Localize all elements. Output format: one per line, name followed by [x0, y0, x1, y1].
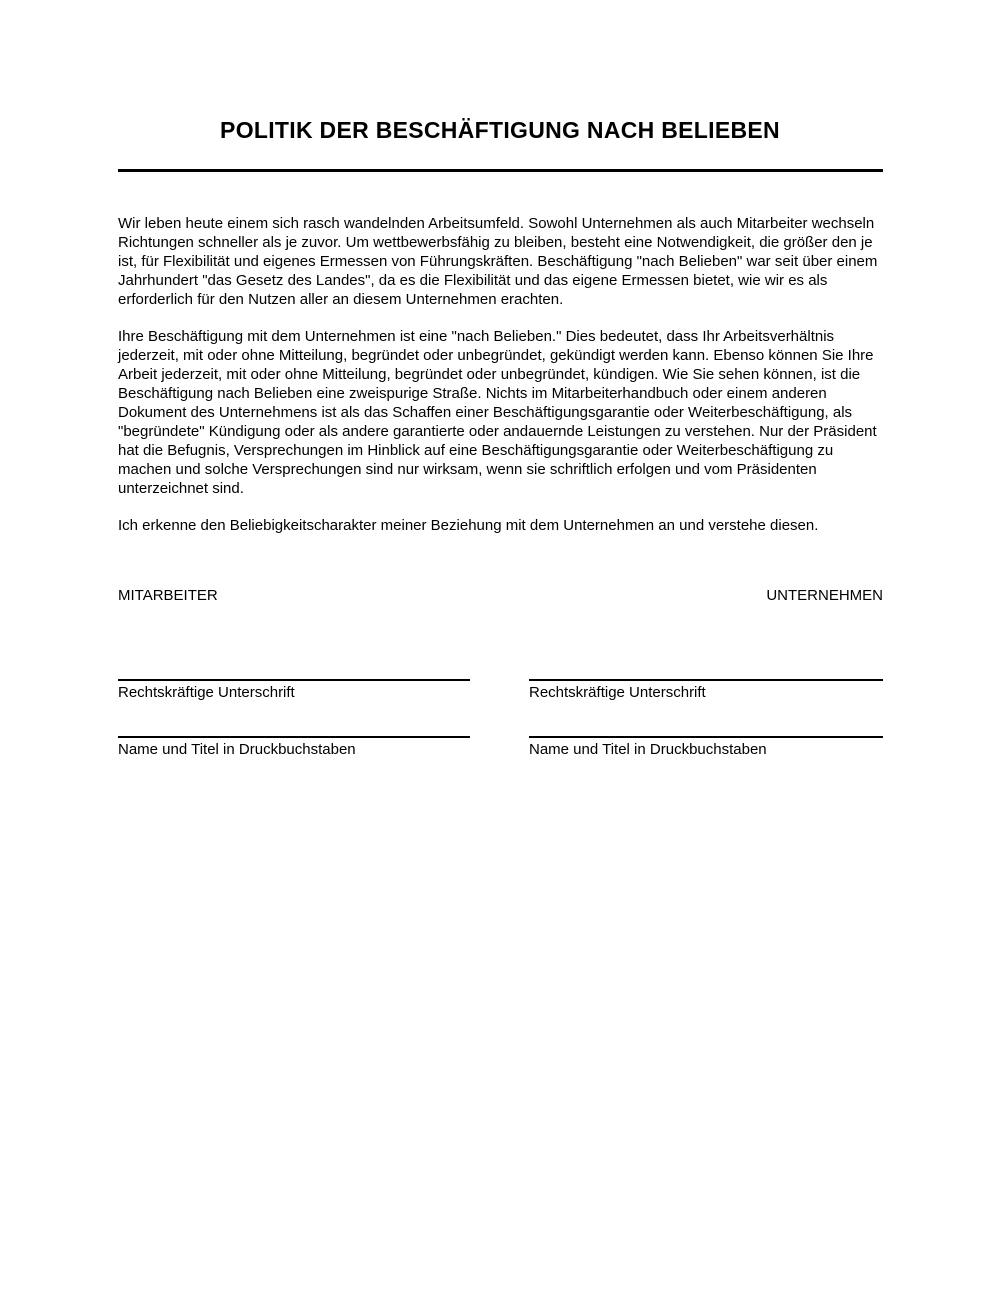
employee-name-line-label: Name und Titel in Druckbuchstaben: [118, 741, 356, 758]
employee-signature-line-label: Rechtskräftige Unterschrift: [118, 684, 295, 701]
signature-block: [118, 679, 883, 759]
policy-paragraph-2: Ihre Beschäftigung mit dem Unternehmen ist eine "nach Belieben." Dies bedeutet, dass Ihr Arbeitsverhältnis jederzeit, mit oder ohne Mitteilung, begründet oder unbegründet, gekündigt werden kann. Ebenso können Sie Ihre Arbeit jederzeit, mit oder ohne Mitteilung, begründet oder unbegründet, kündigen. Wie Sie sehen können, ist die Beschäftigung nach Belieben eine zweispurige Straße. Nichts im Mitarbeiterhandbuch oder einem anderen Dokument des Unternehmens ist als das Schaffen einer Beschäftigungsgarantie oder Weiterbeschäftigung, als "begründete" Kündigung oder als andere garantierte oder andauernde Leistungen zu verstehen. Nur der Präsident hat die Befugnis, Versprechungen im Hinblick auf eine Beschäftigungsgarantie oder Weiterbeschäftigung zu machen und solche Versprechungen sind nur wirksam, wenn sie schriftlich erfolgen und vom Präsidenten unterzeichnet sind.: [118, 328, 877, 497]
spacer: [529, 702, 883, 736]
policy-paragraph-1: Wir leben heute einem sich rasch wandelnden Arbeitsumfeld. Sowohl Unternehmen als auch Mitarbeiter wechseln Richtungen schneller als je zuvor. Um wettbewerbsfähig zu bleiben, besteht eine Notwendigkeit, die größer den je ist, für Flexibilität und eigenes Ermessen von Führungskräften. Beschäftigung "nach Belieben" war seit über einem Jahrhundert "das Gesetz des Landes", da es die Flexibilität und das eigene Ermessen bietet, wie wir es als erforderlich für den Nutzen aller an diesem Unternehmen erachten.: [118, 215, 878, 308]
employee-signature-column: [118, 679, 470, 759]
company-signature-line: [529, 679, 883, 681]
company-signature-line-label: Rechtskräftige Unterschrift: [529, 684, 706, 701]
policy-body: [118, 214, 884, 553]
title-divider: [118, 169, 883, 172]
signature-headings: [118, 586, 883, 605]
company-heading: UNTERNEHMEN: [766, 587, 883, 604]
document-title: POLITIK DER BESCHÄFTIGUNG NACH BELIEBEN: [220, 117, 780, 143]
company-signature-column: [529, 679, 883, 759]
spacer: [118, 702, 470, 736]
employee-name-line: [118, 736, 470, 738]
employee-signature-line: [118, 679, 470, 681]
employee-heading: MITARBEITER: [118, 587, 218, 604]
company-name-line: [529, 736, 883, 738]
company-name-line-label: Name und Titel in Druckbuchstaben: [529, 741, 767, 758]
policy-paragraph-3: Ich erkenne den Beliebigkeitscharakter meiner Beziehung mit dem Unternehmen an und verstehe diesen.: [118, 517, 819, 534]
